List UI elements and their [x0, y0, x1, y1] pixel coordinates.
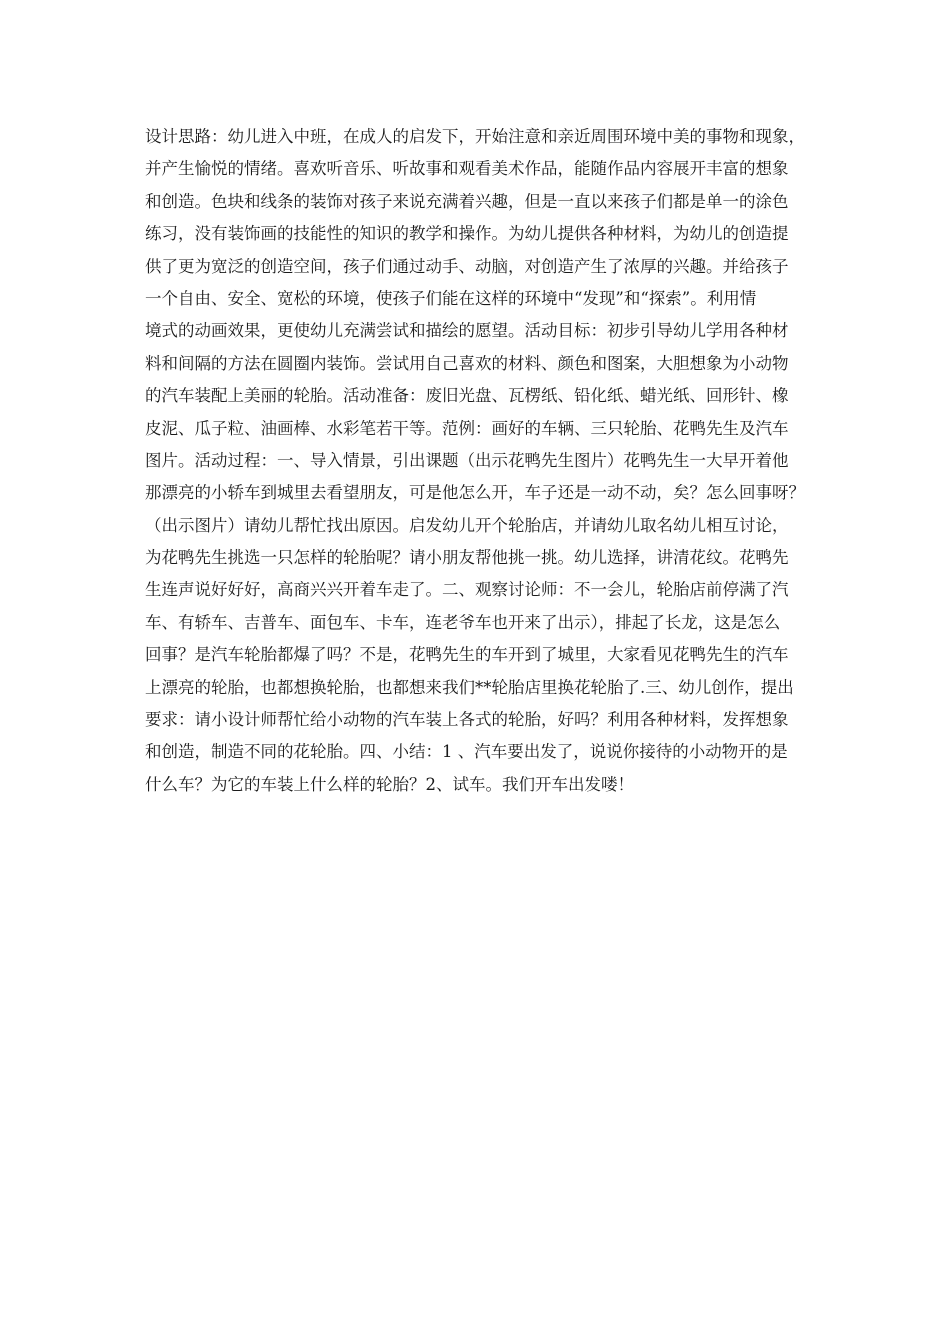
text-line: 料和间隔的方法在圆圈内装饰。尝试用自己喜欢的材料、颜色和图案，大胆想象为小动物: [145, 353, 789, 373]
text-line: 设计思路：幼儿进入中班，在成人的启发下，开始注意和亲近周围环境中美的事物和现象，: [145, 127, 805, 146]
text-line: 上漂亮的轮胎，也都想换轮胎，也都想来我们**轮胎店里换花轮胎了.三、幼儿创作，提出: [145, 677, 794, 697]
text-line: 一个自由、安全、宽松的环境，使孩子们能在这样的环境中“发现”和“探索”。利用情: [145, 288, 757, 308]
text-line: 境式的动画效果，更使幼儿充满尝试和描绘的愿望。活动目标：初步引导幼儿学用各种材: [145, 321, 789, 341]
text-line: 为花鸭先生挑选一只怎样的轮胎呢？请小朋友帮他挑一挑。幼儿选择，讲清花纹。花鸭先: [145, 548, 789, 568]
text-line: 皮泥、瓜子粒、油画棒、水彩笔若干等。范例：画好的车辆、三只轮胎、花鸭先生及汽车: [145, 418, 789, 438]
text-line: 图片。活动过程：一、导入情景，引出课题（出示花鸭先生图片）花鸭先生一大早开着他: [145, 450, 789, 470]
text-line: 和创造，制造不同的花轮胎。四、小结：1 、汽车要出发了，说说你接待的小动物开的是: [145, 742, 788, 762]
text-line: （出示图片）请幼儿帮忙找出原因。启发幼儿开个轮胎店，并请幼儿取名幼儿相互讨论，: [145, 515, 789, 535]
body-paragraph: [145, 121, 805, 801]
text-line: 的汽车装配上美丽的轮胎。活动准备：废旧光盘、瓦楞纸、铅化纸、蜡光纸、回形针、橡: [145, 386, 789, 406]
text-line: 什么车？为它的车装上什么样的轮胎？2、试车。我们开车出发喽！: [145, 774, 634, 794]
text-line: 回事？是汽车轮胎都爆了吗？不是，花鸭先生的车开到了城里，大家看见花鸭先生的汽车: [145, 645, 789, 665]
text-line: 要求：请小设计师帮忙给小动物的汽车装上各式的轮胎，好吗？利用各种材料，发挥想象: [145, 710, 789, 730]
text-line: 那漂亮的小轿车到城里去看望朋友，可是他怎么开，车子还是一动不动，矣？怎么回事呀？: [145, 483, 805, 503]
text-line: 练习，没有装饰画的技能性的知识的教学和操作。为幼儿提供各种材料，为幼儿的创造提: [145, 224, 789, 244]
text-line: 供了更为宽泛的创造空间，孩子们通过动手、动脑，对创造产生了浓厚的兴趣。并给孩子: [145, 256, 789, 276]
text-line: 车、有轿车、吉普车、面包车、卡车，连老爷车也开来了出示），排起了长龙，这是怎么: [145, 612, 781, 632]
text-line: 并产生愉悦的情绪。喜欢听音乐、听故事和观看美术作品，能随作品内容展开丰富的想象: [145, 159, 789, 179]
text-line: 生连声说好好好，高商兴兴开着车走了。二、观察讨论师：不一会儿，轮胎店前停满了汽: [145, 580, 789, 600]
text-line: 和创造。色块和线条的装饰对孩子来说充满着兴趣，但是一直以来孩子们都是单一的涂色: [145, 191, 789, 211]
